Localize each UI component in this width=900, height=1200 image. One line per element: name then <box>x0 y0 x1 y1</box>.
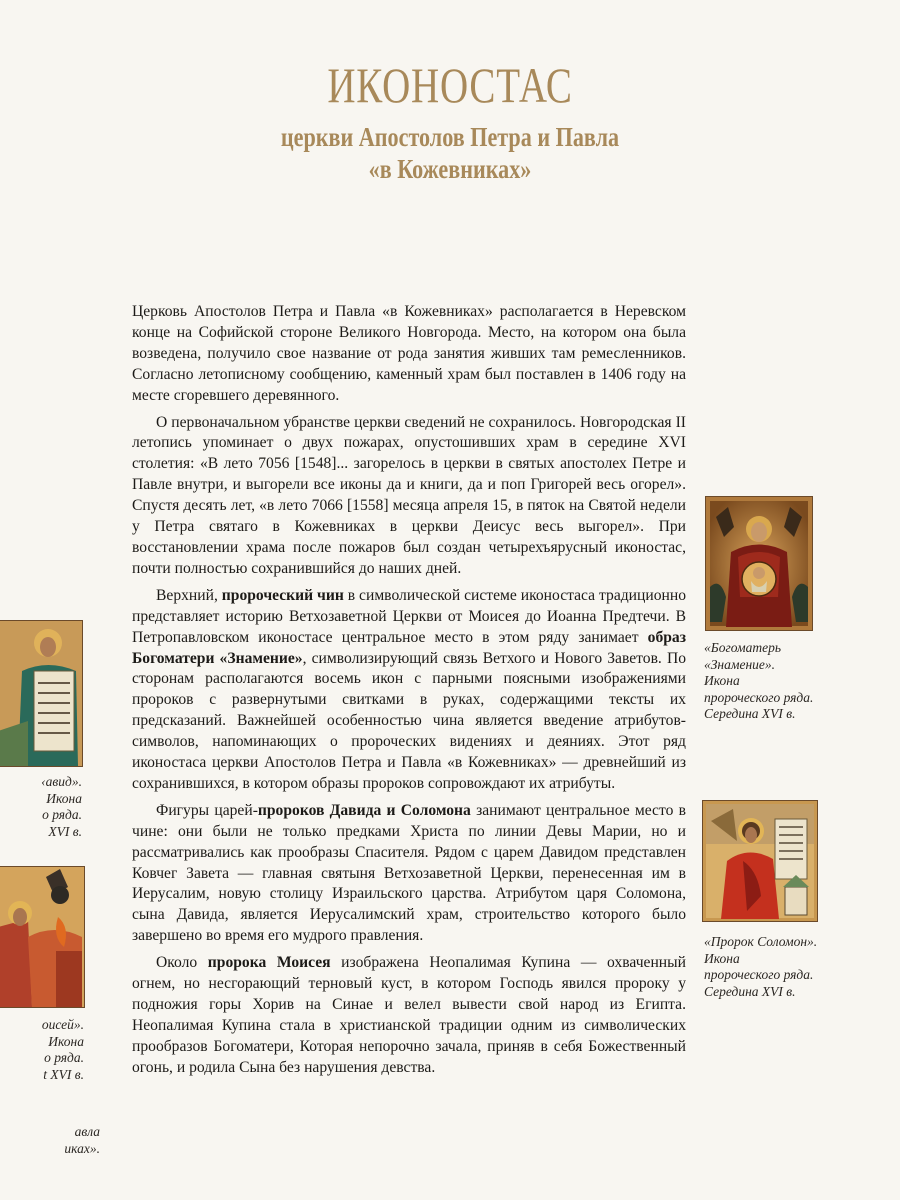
caption-line: Икона <box>48 1033 84 1049</box>
paragraph-text: изображена Неопалимая Купина — охваченный огнем, но несгорающий терновый куст, в котором Господь явился пророку у подножия горы Хорив на Синае и велел вывести свой народ из Египта. Неопалимая Купина стала в христианской традиции одним из символических прообразов Богоматери, Которая непорочно зачала, приняв в себя Божественный огонь, и родила Сына без нарушения девства. <box>132 954 686 1076</box>
prophet-david-icon <box>0 620 83 767</box>
caption-line: иках». <box>64 1140 100 1156</box>
prophet-solomon-icon <box>702 800 818 922</box>
caption-znamenie <box>704 640 854 723</box>
body-paragraph <box>132 586 686 795</box>
caption-line: пророческого ряда. <box>704 967 814 982</box>
highlighted-term: пророков Давида и Соломона <box>257 801 471 819</box>
caption-line: Середина XVI в. <box>704 983 796 999</box>
caption-line: t XVI в. <box>43 1066 84 1082</box>
theotokos-of-the-sign-icon <box>705 496 813 631</box>
caption-line: Икона <box>704 950 740 966</box>
body-paragraph <box>132 953 686 1078</box>
caption-line: авла <box>74 1124 100 1139</box>
caption-line: пророческого ряда. <box>704 689 814 705</box>
caption-line: «Пророк Соломон». <box>704 934 818 949</box>
highlighted-term: пророка Моисея <box>207 954 331 972</box>
paragraph-text: Около <box>156 954 208 972</box>
page-subtitle <box>204 121 696 185</box>
caption-line: ‹авид». <box>41 774 82 789</box>
caption-moses <box>0 1017 84 1083</box>
caption-line: XVI в. <box>48 823 82 839</box>
body-paragraph <box>132 413 686 580</box>
paragraph-text: , символизирующий связь Ветхого и Нового Заветов. По сторонам располагаются восемь икон с парными поясными изображениями пророков с развернутыми свитками в руках, содержащими тексты их предсказаний. Важнейшей особенностью чина является введение атрибутов-символов, напоминающих о пророческих видениях и деяниях. Этот ряд иконостаса церкви Апостолов Петра и Павла «в Кожевниках» — древнейший из сохранившихся, в котором образы пророков сопровождают их атрибуты. <box>132 649 686 792</box>
paragraph-text: Церковь Апостолов Петра и Павла «в Кожевниках» располагается в Неревском конце на Софийской стороне Великого Новгорода. Место, на котором она была возведена, получило свое название от рода занятия живших там ремесленников. Согласно летописному сообщению, каменный храм был поставлен в 1406 году на месте сгоревшего деревянного. <box>132 303 686 404</box>
page-title: ИКОНОСТАС <box>327 57 573 113</box>
paragraph-text: занимают центральное место в чине: они были не только предками Христа по линии Девы Марии, но и рассматривались как прообразы Спасителя. Рядом с царем Давидом представлен Ковчег Завета — главная святыня Ветхозаветной Церкви, перенесенная им в Иерусалим, новую столицу Израильского царства. Атрибутом царя Соломона, сына Давида, является Иерусалимский храм, строительство которого было завершено во время его мудрого правления. <box>132 801 686 945</box>
body-paragraph <box>132 801 686 947</box>
caption-solomon <box>704 934 864 1000</box>
page-header <box>150 55 750 185</box>
paragraph-text: Фигуры царей- <box>156 801 258 819</box>
caption-line: о ряда. <box>42 807 82 822</box>
body-text <box>132 302 686 1079</box>
caption-line: Икона <box>704 673 740 688</box>
body-paragraph <box>132 302 686 407</box>
paragraph-text: О первоначальном убранстве церкви сведений не сохранилось. Новгородская II летопись упоминает о двух пожарах, опустошивших храм в середине XVI столетия: «В лето 7056 [1548]... загорелось в церкви в святых апостолех Петре и Павле внутри, и выгорели все иконы да и книги, да и поп Григорей весь огорел». Спустя десять лет, «в лето 7066 [1558] месяца апреля 15, в пяток на Святой недели у Петра святаго в Кожевниках в церкви Деисус весь выгорел». При восстановлении храма после пожаров был создан четырехъярусный иконостас, почти полностью сохранившийся до наших дней. <box>132 413 686 577</box>
caption-bottom-partial <box>0 1124 100 1157</box>
subtitle-line-2: «в Кожевниках» <box>368 154 532 184</box>
caption-line: оисей». <box>41 1017 84 1032</box>
paragraph-text: в символической системе иконостаса традиционно представляет историю Ветхозаветной Церкви от Моисея до Иоанна Предтечи. В Петропавловском иконостасе центральное место в этом ряду занимает <box>132 586 687 646</box>
caption-line: о ряда. <box>44 1050 84 1065</box>
caption-line: Середина XVI в. <box>704 706 796 721</box>
subtitle-line-1: церкви Апостолов Петра и Павла <box>280 122 620 152</box>
caption-line: «Богоматерь <box>704 640 781 655</box>
prophet-moses-icon <box>0 866 85 1008</box>
caption-line: «Знамение». <box>704 656 776 672</box>
caption-line: Икона <box>46 790 82 806</box>
paragraph-text: Верхний, <box>156 586 222 604</box>
caption-david <box>0 774 82 840</box>
highlighted-term: пророческий чин <box>221 586 344 604</box>
highlighted-term: образ Богоматери «Знамение» <box>132 628 686 667</box>
